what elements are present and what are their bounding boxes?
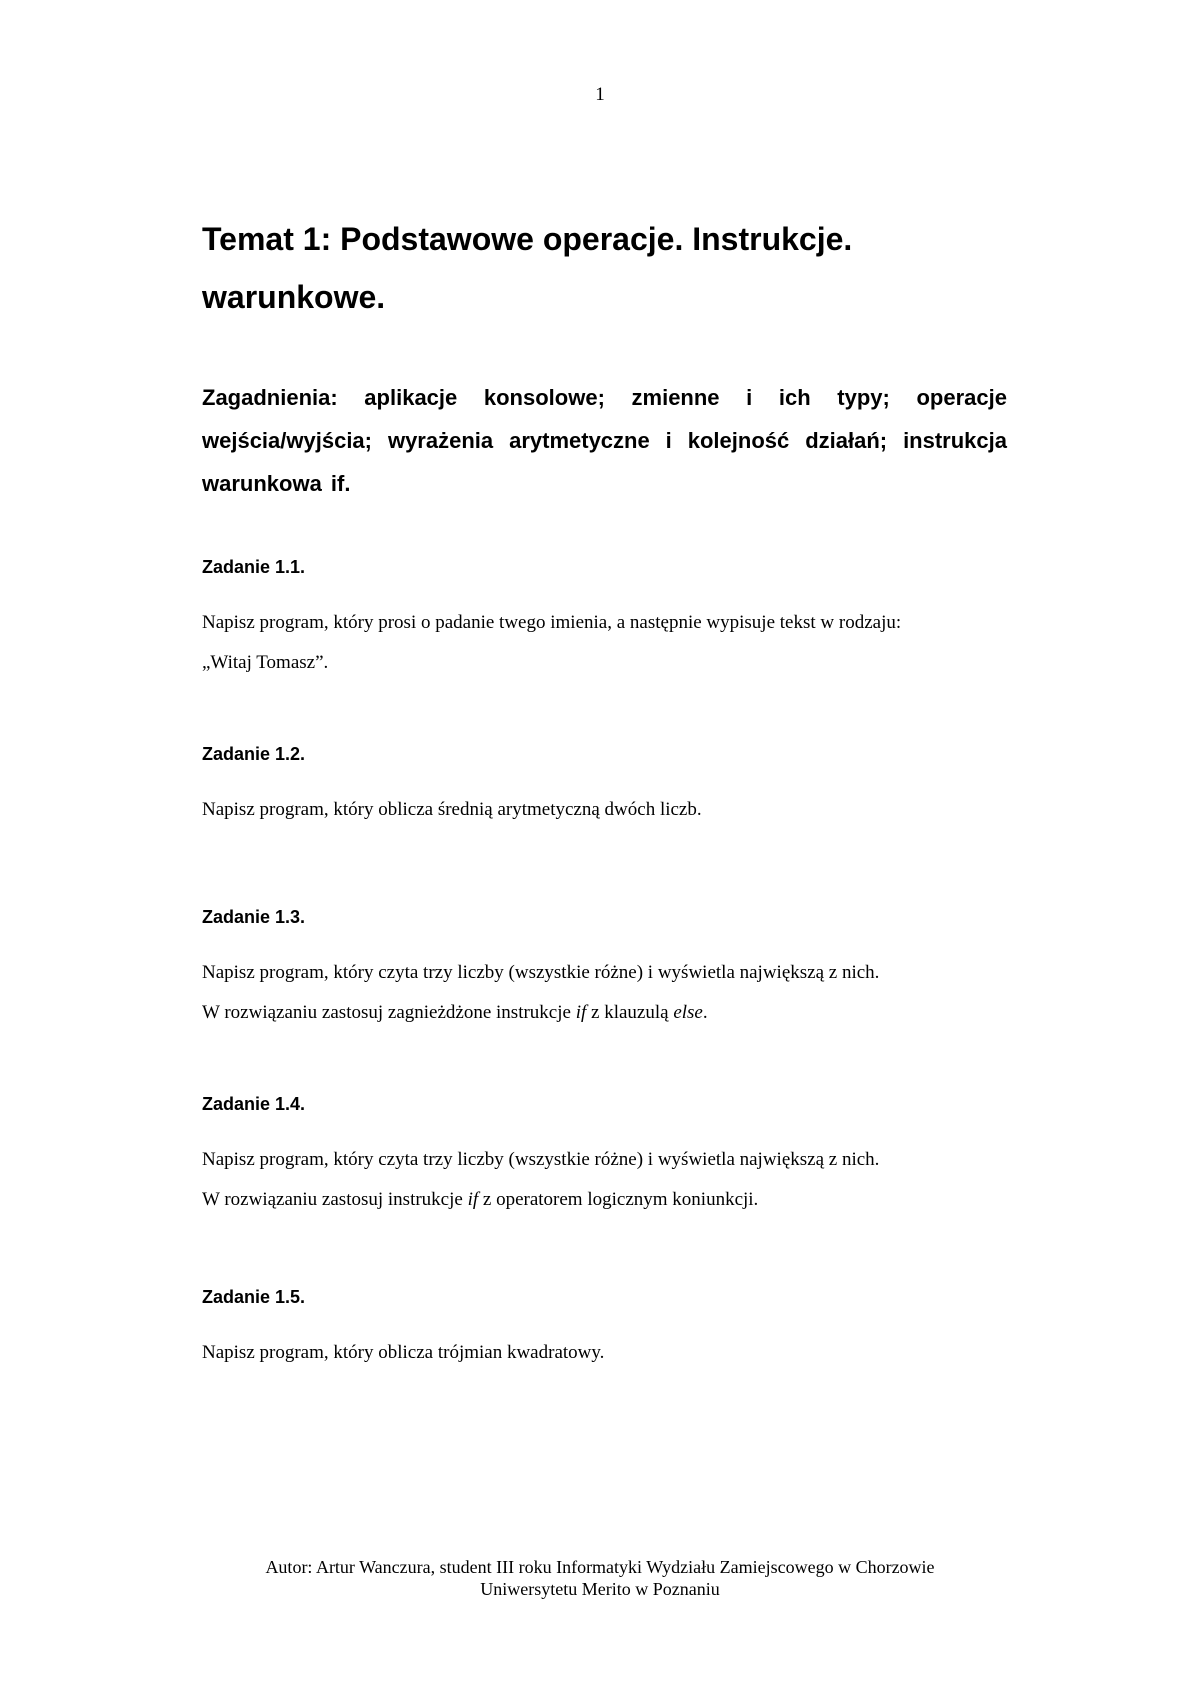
task-text-line: Napisz program, który prosi o padanie twego imienia, a następnie wypisuje tekst w rodzaju: xyxy=(202,612,902,633)
text-segment: z klauzulą xyxy=(586,1002,674,1023)
code-keyword: if xyxy=(467,1189,479,1210)
task-description xyxy=(202,603,1022,683)
task-heading: Zadanie 1.1. xyxy=(202,557,306,577)
task-description xyxy=(202,953,1022,1033)
task-text-line: Napisz program, który oblicza średnią arytmetyczną dwóch liczb. xyxy=(202,799,702,820)
task-1-4 xyxy=(202,1092,1022,1220)
task-1-3 xyxy=(202,905,1022,1033)
page-footer xyxy=(0,1556,1200,1600)
task-text-line: „Witaj Tomasz”. xyxy=(202,652,329,673)
task-1-5 xyxy=(202,1285,1022,1373)
task-text-line: Napisz program, który oblicza trójmian kwadratowy. xyxy=(202,1342,605,1363)
title-line-1: Temat 1: Podstawowe operacje. Instrukcje. xyxy=(202,221,853,257)
task-description xyxy=(202,1140,1022,1220)
code-keyword: else xyxy=(673,1002,703,1023)
task-1-1 xyxy=(202,555,1022,683)
page-title xyxy=(202,210,1002,326)
task-description xyxy=(202,790,1022,830)
task-text-line xyxy=(202,993,1022,1033)
page-number: 1 xyxy=(595,84,605,105)
text-segment: . xyxy=(702,1002,708,1023)
text-segment: W rozwiązaniu zastosuj zagnieżdżone instrukcje xyxy=(202,1002,576,1023)
footer-university-line: Uniwersytetu Merito w Poznaniu xyxy=(480,1579,720,1599)
footer-author-line: Autor: Artur Wanczura, student III roku Informatyki Wydziału Zamiejscowego w Chorzowie xyxy=(265,1557,935,1577)
topics-paragraph: Zagadnienia: aplikacje konsolowe; zmienne i ich typy; operacje wejścia/wyjścia; wyrażenia arytmetyczne i kolejność działań; instrukcja warunkowa if. xyxy=(202,385,1007,496)
task-heading: Zadanie 1.4. xyxy=(202,1094,306,1114)
task-heading: Zadanie 1.3. xyxy=(202,907,306,927)
task-heading: Zadanie 1.5. xyxy=(202,1287,306,1307)
code-keyword: if xyxy=(575,1002,587,1023)
task-1-2 xyxy=(202,742,1022,830)
task-heading: Zadanie 1.2. xyxy=(202,744,306,764)
task-description xyxy=(202,1333,1022,1373)
task-text-line xyxy=(202,1180,1022,1220)
title-line-2: warunkowe. xyxy=(202,279,386,315)
text-segment: z operatorem logicznym koniunkcji. xyxy=(478,1189,759,1210)
task-text-line: Napisz program, który czyta trzy liczby (wszystkie różne) i wyświetla największą z nich. xyxy=(202,1149,880,1170)
text-segment: W rozwiązaniu zastosuj instrukcje xyxy=(202,1189,468,1210)
task-text-line: Napisz program, który czyta trzy liczby (wszystkie różne) i wyświetla największą z nich. xyxy=(202,962,880,983)
